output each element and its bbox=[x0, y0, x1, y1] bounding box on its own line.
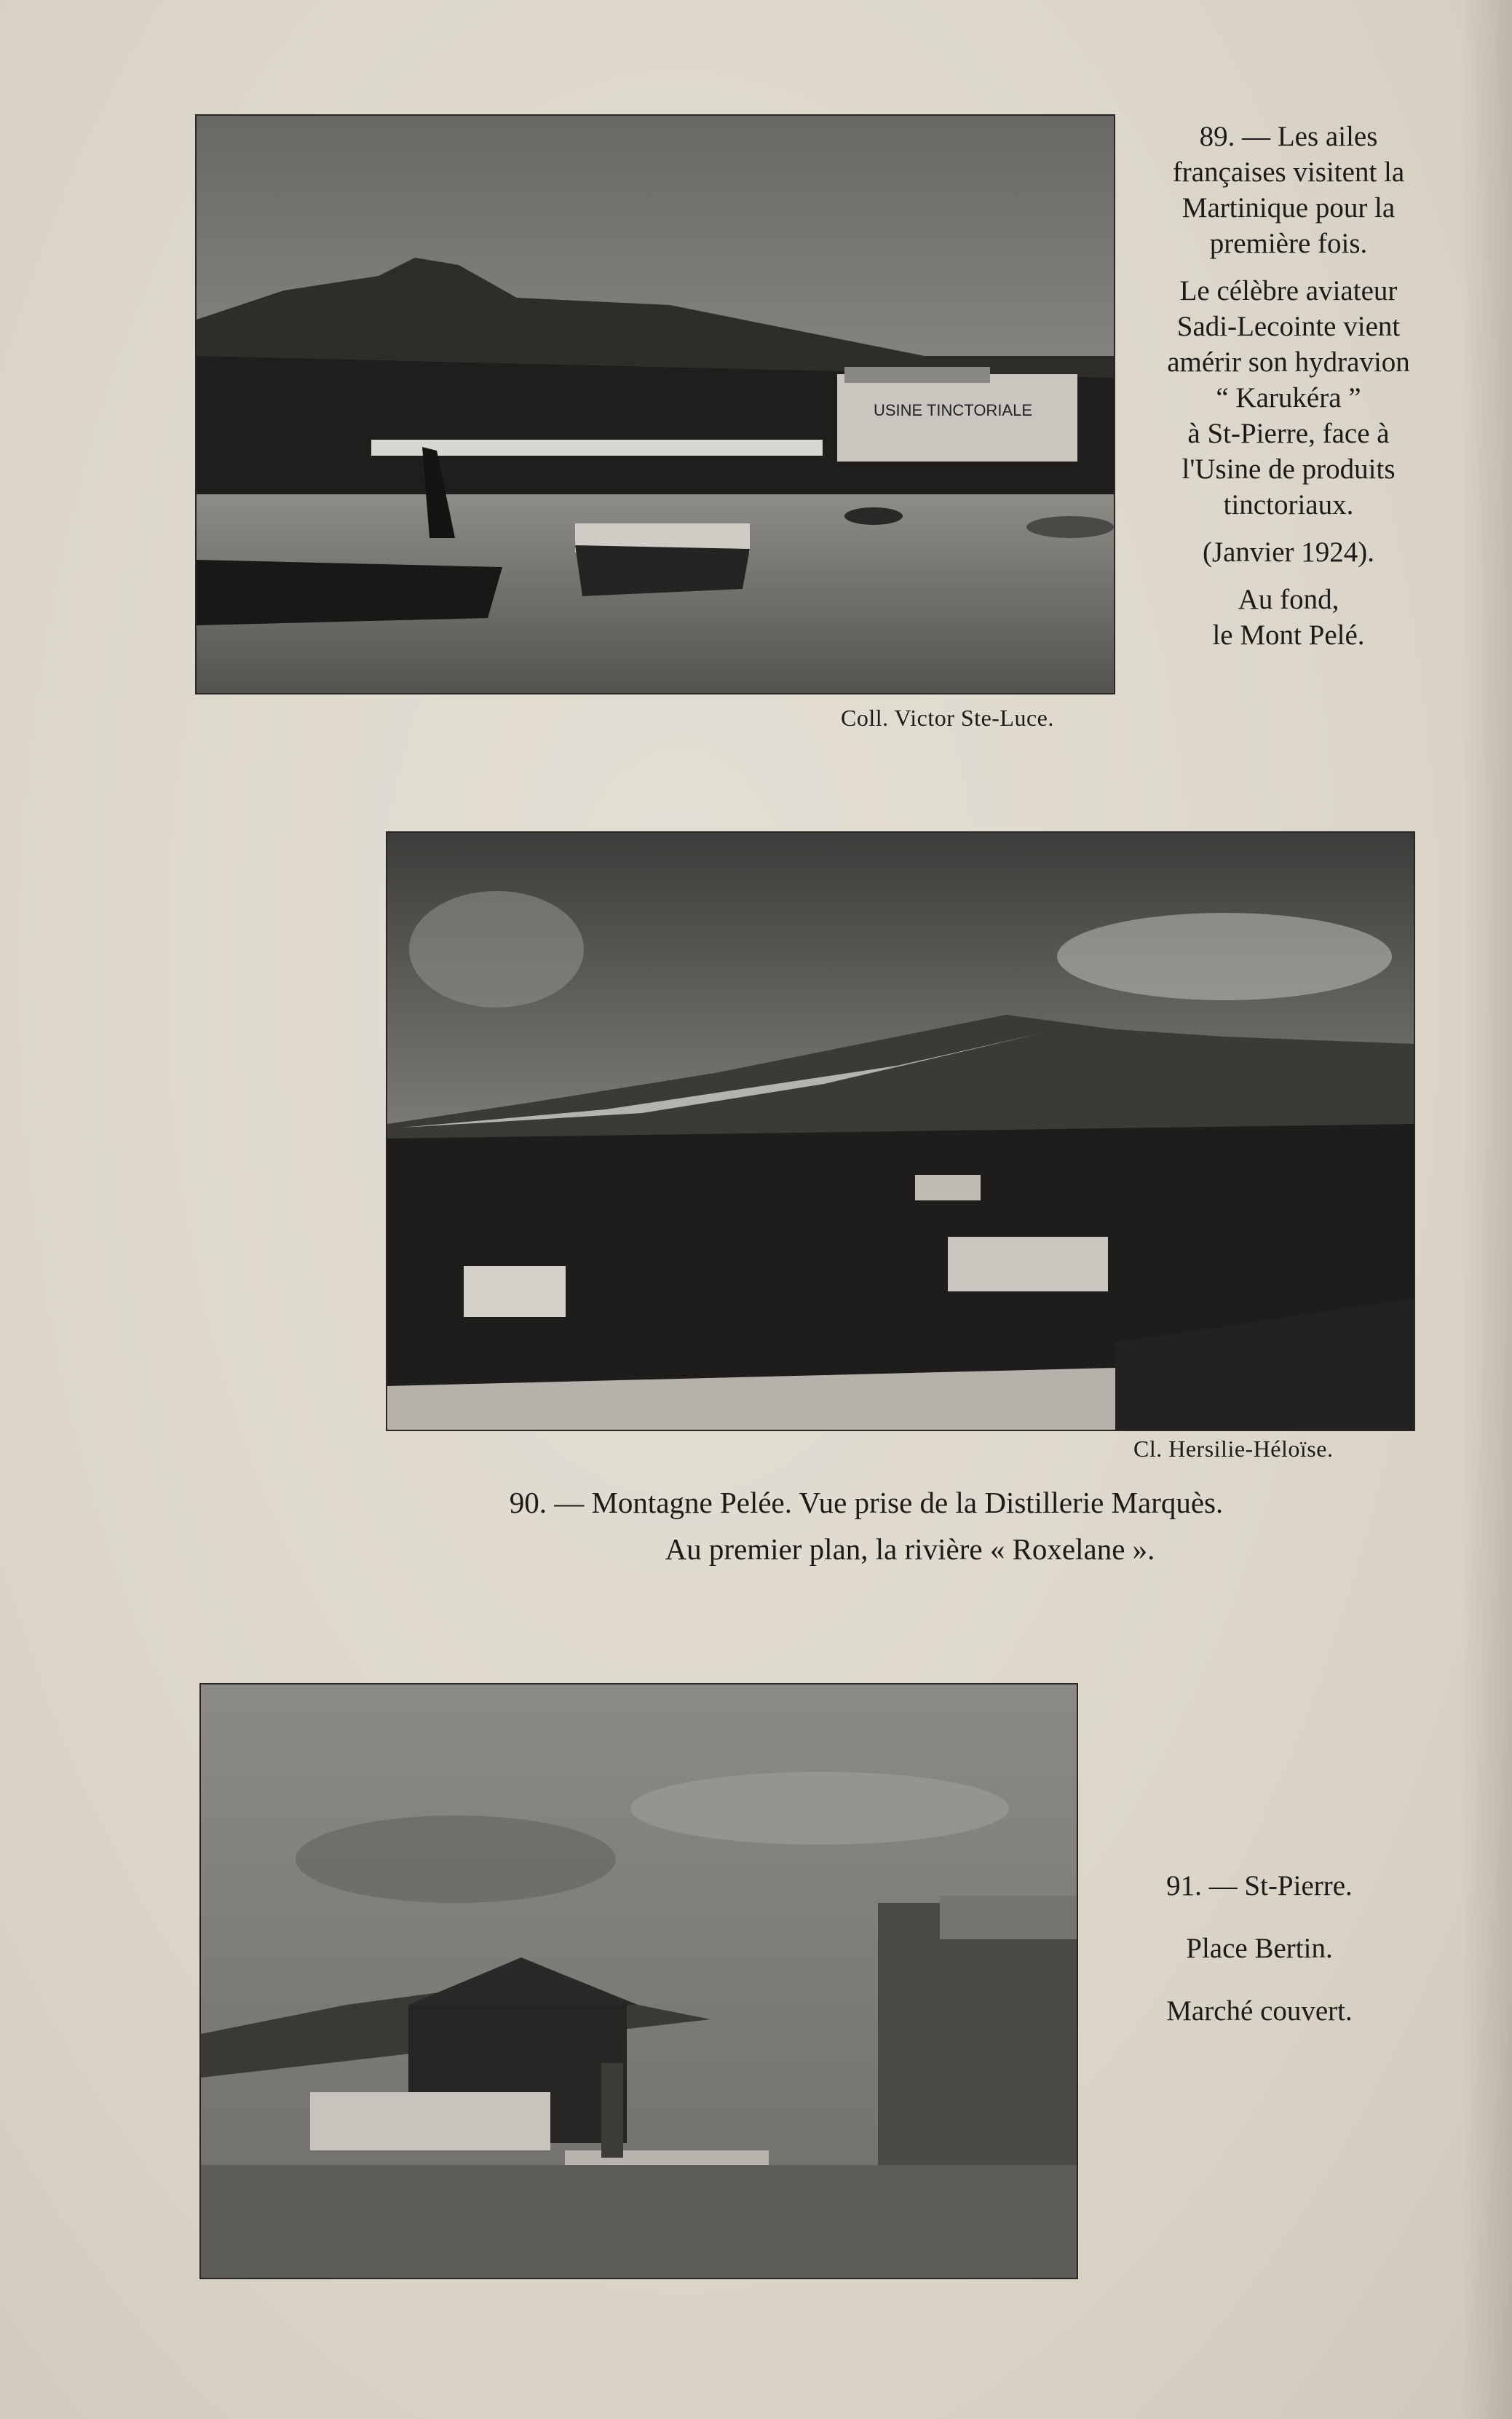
caption-line: 89. — Les ailes bbox=[1199, 121, 1378, 152]
photo-place-bertin bbox=[199, 1683, 1078, 2279]
caption-line: Au premier plan, la rivière « Roxelane ». bbox=[665, 1532, 1155, 1566]
caption-line: Le célèbre aviateur bbox=[1179, 275, 1398, 306]
page-spine-shadow bbox=[1461, 0, 1512, 2419]
photo-montagne-pelee bbox=[386, 831, 1415, 1431]
caption-line: Place Bertin. bbox=[1186, 1933, 1333, 1964]
caption-line: 90. — Montagne Pelée. Vue prise de la Distillerie Marquès. bbox=[509, 1486, 1224, 1519]
caption-line: 91. — St-Pierre. bbox=[1166, 1870, 1353, 1901]
usine-sign-text: USINE TINCTORIALE bbox=[874, 401, 1033, 419]
caption-line: l'Usine de produits bbox=[1182, 454, 1396, 485]
caption-89 bbox=[1150, 119, 1427, 653]
caption-line: le Mont Pelé. bbox=[1212, 619, 1365, 651]
caption-date: (Janvier 1924). bbox=[1202, 537, 1375, 568]
photo-seaplane-at-saint-pierre bbox=[195, 114, 1115, 694]
photo-credit: Cl. Hersilie-Héloïse. bbox=[1133, 1436, 1334, 1462]
caption-line: françaises visitent la bbox=[1172, 157, 1405, 188]
caption-line: “ Karukéra ” bbox=[1216, 382, 1361, 413]
caption-line: Marché couvert. bbox=[1166, 1995, 1353, 2027]
caption-line: Martinique pour la bbox=[1182, 192, 1396, 223]
caption-90 bbox=[437, 1479, 1383, 1572]
caption-line: Sadi-Lecointe vient bbox=[1176, 311, 1401, 342]
caption-91 bbox=[1121, 1855, 1398, 2043]
photo-credit: Coll. Victor Ste-Luce. bbox=[841, 705, 1054, 731]
caption-line: tinctoriaux. bbox=[1223, 489, 1354, 520]
caption-line: à St-Pierre, face à bbox=[1187, 418, 1390, 449]
caption-line: première fois. bbox=[1209, 228, 1368, 259]
caption-line: amérir son hydravion bbox=[1167, 347, 1410, 378]
caption-line: Au fond, bbox=[1238, 584, 1339, 615]
